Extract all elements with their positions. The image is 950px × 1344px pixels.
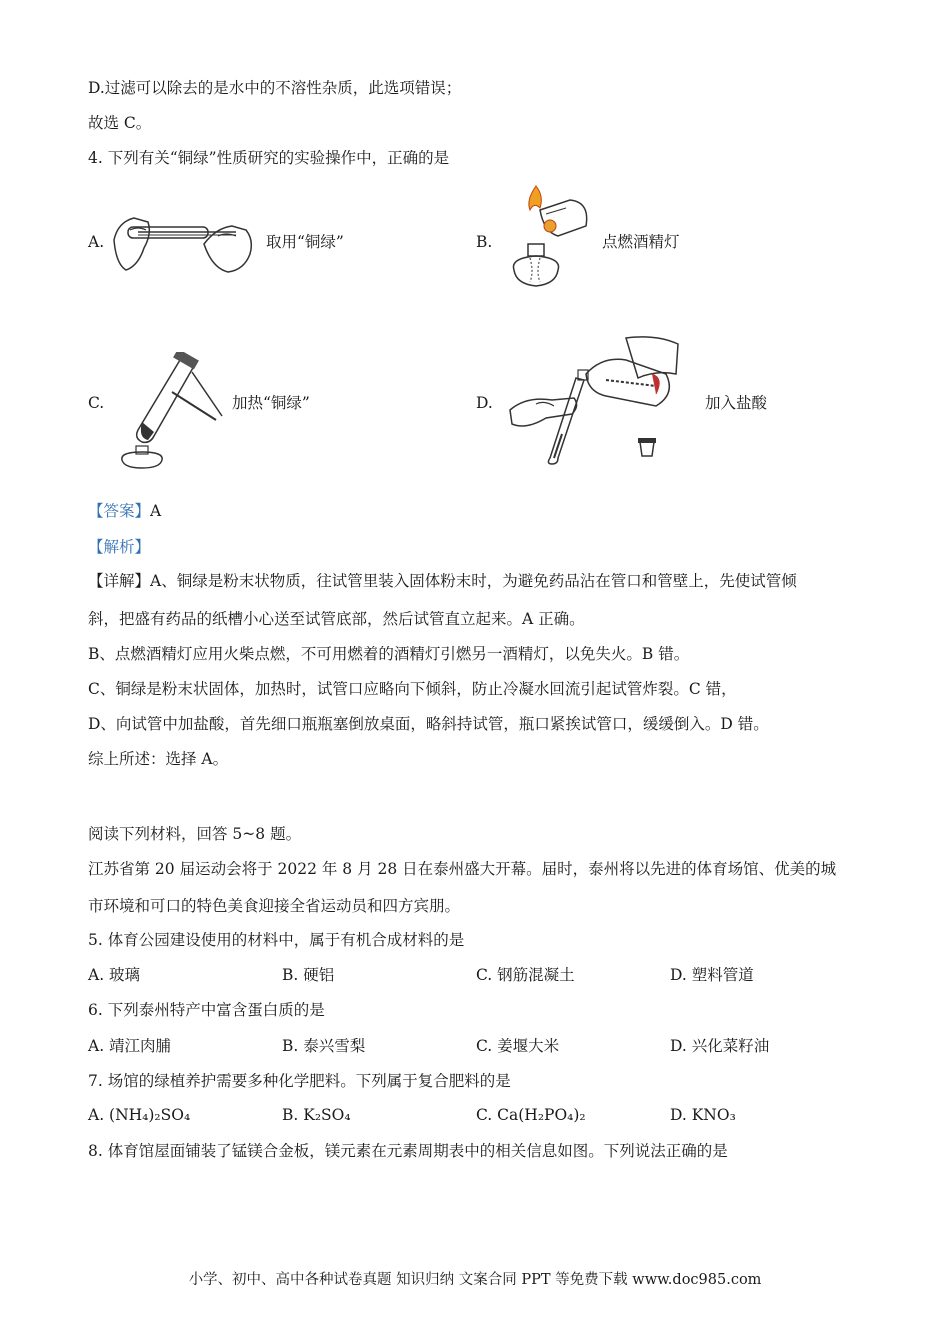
powder-in-test-tube-icon [108, 200, 258, 276]
q4-option-a-caption: 取用“铜绿” [266, 233, 344, 251]
q4-stem: 4. 下列有关“铜绿”性质研究的实验操作中，正确的是 [88, 149, 450, 167]
q6-choice-d: D. 兴化菜籽油 [670, 1037, 770, 1055]
detail-line-1: 【详解】A、铜绿是粉末状物质，往试管里装入固体粉末时，为避免药品沾在管口和管壁上，先使试管倾 [88, 572, 797, 590]
heating-test-tube-icon [108, 352, 228, 470]
q5-choice-c: C. 钢筋混凝土 [476, 966, 575, 984]
q7-stem: 7. 场馆的绿植养护需要多种化学肥料。下列属于复合肥料的是 [88, 1072, 511, 1090]
q5-choice-b: B. 硬铝 [282, 966, 335, 984]
detail-line-4: C、铜绿是粉末状固体，加热时，试管口应略向下倾斜，防止冷凝水回流引起试管炸裂。C 错， [88, 680, 737, 698]
alcohol-lamp-lighting-icon [500, 182, 600, 292]
q4-option-c-label: C. [88, 394, 105, 412]
answer-tag: 【答案】 [88, 502, 151, 520]
reading-intro: 阅读下列材料，回答 5~8 题。 [88, 825, 302, 843]
q7-choice-d: D. KNO₃ [670, 1106, 736, 1124]
prev-conclusion: 故选 C。 [88, 114, 152, 132]
detail-line-5: D、向试管中加盐酸，首先细口瓶瓶塞倒放桌面，略斜持试管，瓶口紧挨试管口，缓缓倒入。D 错。 [88, 715, 769, 733]
page-footer: 小学、初中、高中各种试卷真题 知识归纳 文案合同 PPT 等免费下载 www.doc985.com [188, 1272, 762, 1288]
detail-tag: 【详解】 [88, 572, 151, 590]
q7-choice-c: C. Ca(H₂PO₄)₂ [476, 1106, 586, 1124]
reading-passage-2: 市环境和可口的特色美食迎接全省运动员和四方宾朋。 [88, 897, 461, 915]
q4-option-b-caption: 点燃酒精灯 [602, 233, 680, 251]
analysis-tag: 【解析】 [88, 538, 151, 556]
q6-choice-b: B. 泰兴雪梨 [282, 1037, 366, 1055]
answer-line [88, 501, 161, 521]
q4-option-a-label: A. [88, 233, 105, 251]
detail-line-3: B、点燃酒精灯应用火柴点燃，不可用燃着的酒精灯引燃另一酒精灯，以免失火。B 错。 [88, 645, 690, 663]
q6-choice-c: C. 姜堰大米 [476, 1037, 560, 1055]
q4-option-d-label: D. [476, 394, 493, 412]
q8-stem: 8. 体育馆屋面铺装了锰镁合金板，镁元素在元素周期表中的相关信息如图。下列说法正确的是 [88, 1142, 728, 1160]
answer-value: A [150, 502, 162, 520]
reading-passage-1: 江苏省第 20 届运动会将于 2022 年 8 月 28 日在泰州盛大开幕。届时，泰州将以先进的体育场馆、优美的城 [88, 860, 837, 878]
q5-stem: 5. 体育公园建设使用的材料中，属于有机合成材料的是 [88, 931, 465, 949]
detail-line-2: 斜，把盛有药品的纸槽小心送至试管底部，然后试管直立起来。A 正确。 [88, 610, 585, 628]
q5-choice-a: A. 玻璃 [88, 966, 141, 984]
q6-stem: 6. 下列泰州特产中富含蛋白质的是 [88, 1001, 325, 1019]
q4-option-c-caption: 加热“铜绿” [232, 394, 310, 412]
q7-choice-b: B. K₂SO₄ [282, 1106, 351, 1124]
q7-choice-a: A. (NH₄)₂SO₄ [88, 1106, 191, 1124]
q4-option-d-caption: 加入盐酸 [705, 394, 768, 412]
q6-choice-a: A. 靖江肉脯 [88, 1037, 172, 1055]
q4-option-b-label: B. [476, 233, 493, 251]
detail-summary: 综上所述：选择 A。 [88, 750, 229, 768]
prev-option-d-text: D.过滤可以除去的是水中的不溶性杂质，此选项错误； [88, 79, 462, 97]
pouring-acid-icon [506, 334, 686, 466]
q5-choice-d: D. 塑料管道 [670, 966, 754, 984]
